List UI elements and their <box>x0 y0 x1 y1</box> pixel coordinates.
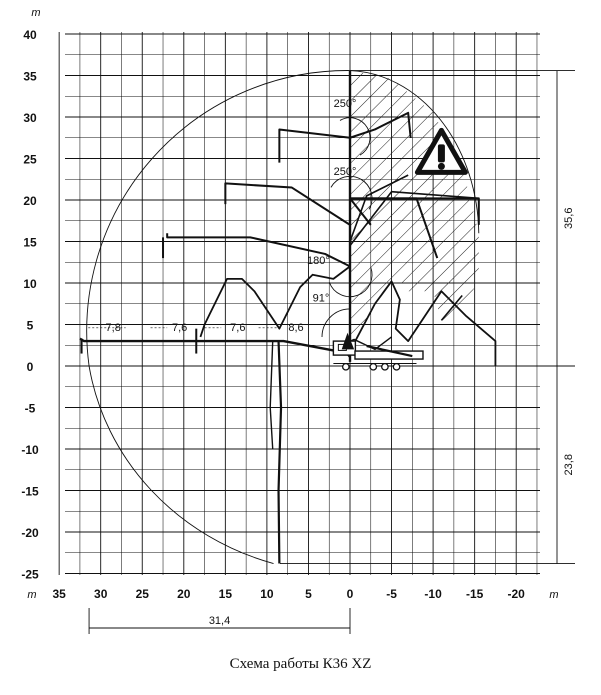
y-tick-label: 35 <box>23 69 37 84</box>
boom-down <box>279 341 281 563</box>
warning-dot <box>438 163 445 170</box>
y-tick-label: 0 <box>26 360 34 374</box>
y-tick-label: 30 <box>23 111 37 125</box>
y-tick-label: -15 <box>21 484 39 499</box>
y-tick-label: 40 <box>23 28 37 42</box>
x-tick-label: -20 <box>507 587 525 601</box>
truck-wheel <box>382 364 388 370</box>
x-tick-label: 15 <box>218 587 233 601</box>
section-length-label: 8,6 <box>288 322 304 335</box>
angle-label: 250° <box>333 98 357 111</box>
labels <box>88 71 575 634</box>
x-tick-label: 30 <box>94 587 108 601</box>
unit-label-top: m <box>31 7 41 19</box>
y-tick-label: -10 <box>21 443 39 457</box>
angle-label: 91° <box>312 292 330 305</box>
max-reach-label: 31,4 <box>208 615 231 627</box>
section-length-label: 7,6 <box>171 322 188 335</box>
x-tick-label: -15 <box>465 587 484 601</box>
x-tick-label: 25 <box>135 587 149 601</box>
truck-wheel <box>343 364 349 370</box>
section-length-label: 7,8 <box>105 322 121 335</box>
x-tick-label: -10 <box>424 587 442 601</box>
y-tick-label: -20 <box>21 526 39 540</box>
unit-label-bottom-right: m <box>549 589 559 601</box>
diagram-caption: Схема работы К36 XZ <box>229 656 372 672</box>
y-tick-label: -5 <box>24 401 36 416</box>
truck-wheel <box>393 364 399 370</box>
x-tick-label: -5 <box>386 587 397 601</box>
boom-down-inner <box>270 341 272 449</box>
angle-arc-91 <box>322 309 350 337</box>
x-tick-label: 0 <box>346 587 354 601</box>
unit-label-bottom-left: m <box>27 589 37 601</box>
boom-top-left <box>279 129 350 162</box>
y-tick-label: 20 <box>23 194 37 208</box>
boom-horizontal <box>80 339 350 354</box>
x-tick-label: 35 <box>52 587 66 601</box>
x-tick-label: 10 <box>260 587 274 601</box>
warning-bar <box>438 144 445 162</box>
grid-lines <box>59 32 540 575</box>
truck-body <box>355 351 423 359</box>
y-tick-label: 5 <box>26 318 34 333</box>
y-tick-label: -25 <box>21 567 39 582</box>
max-height-label: 35,6 <box>563 207 575 229</box>
max-depth-label: 23,8 <box>563 454 575 476</box>
angle-label: 180° <box>307 254 330 267</box>
truck-wheel <box>370 364 376 370</box>
section-length-label: 7,6 <box>230 322 246 335</box>
y-tick-label: 10 <box>23 277 37 291</box>
angle-label: 250° <box>333 166 357 179</box>
reach-arc-left <box>87 71 350 564</box>
x-tick-label: 20 <box>177 587 191 601</box>
y-tick-label: 15 <box>23 235 37 250</box>
x-tick-label: 5 <box>305 587 312 601</box>
y-tick-label: 25 <box>23 152 37 167</box>
